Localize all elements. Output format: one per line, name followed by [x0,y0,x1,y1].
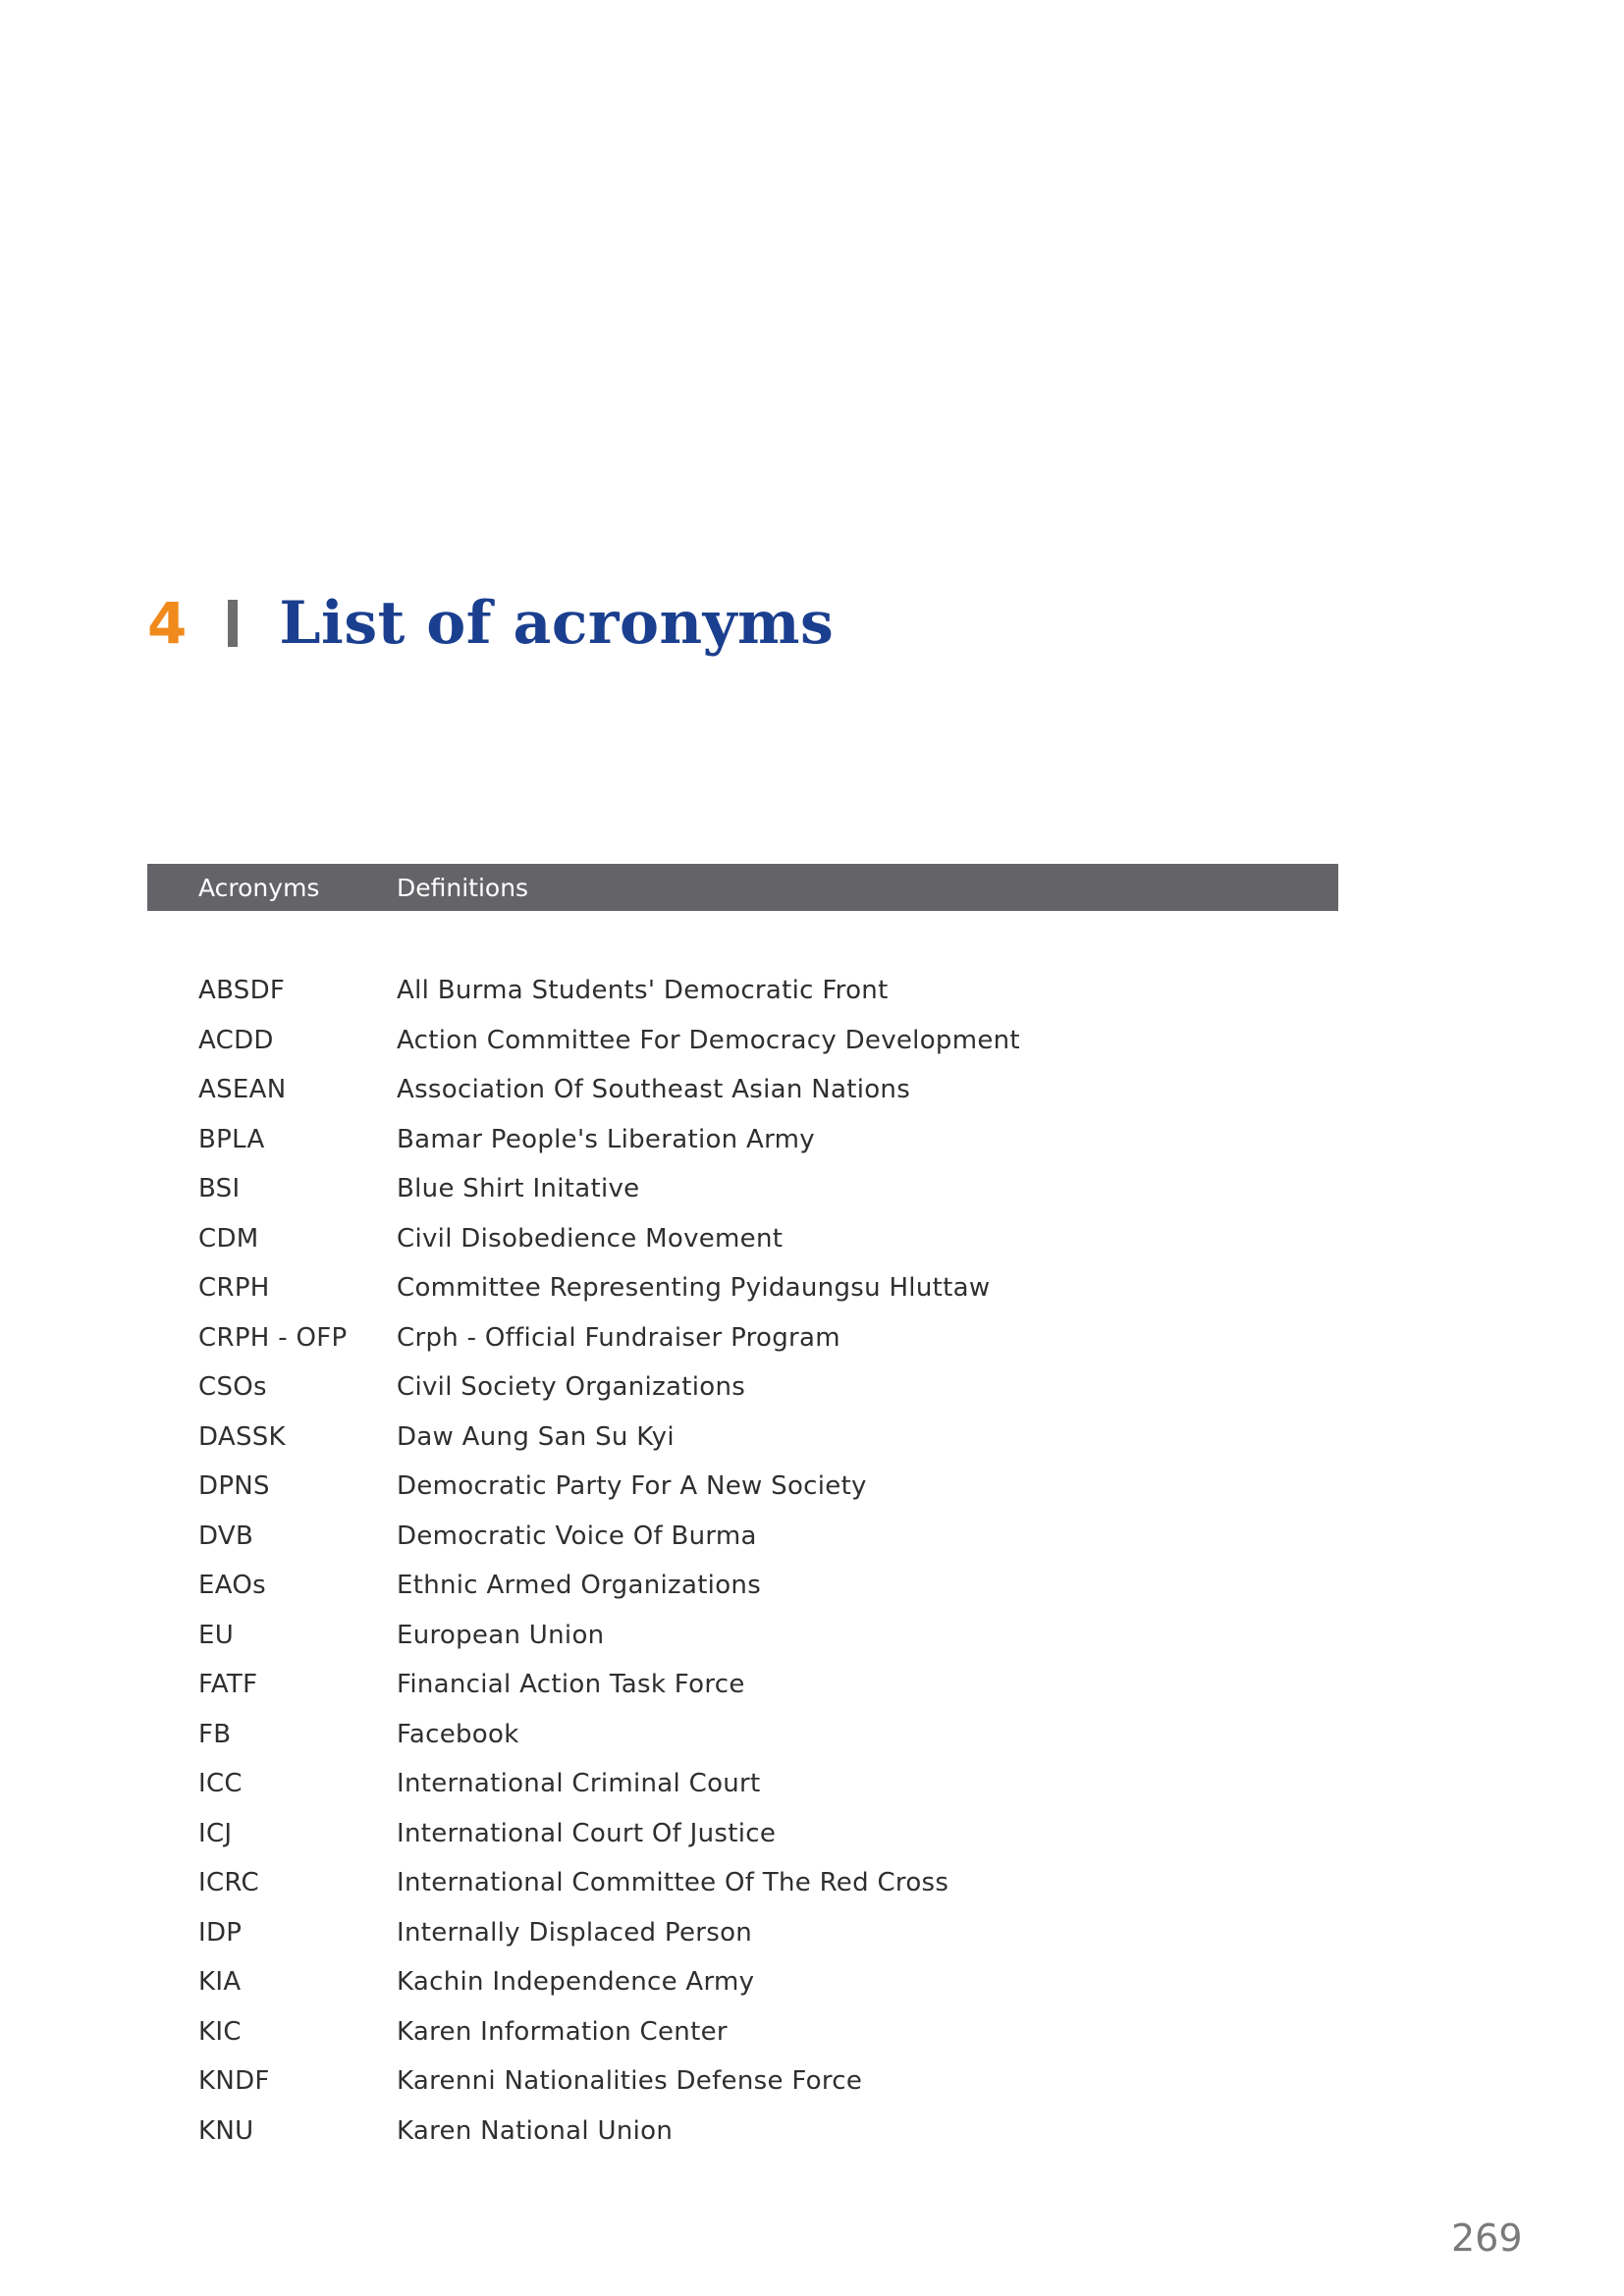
definition-cell: Crph - Official Fundraiser Program [397,1322,840,1353]
definition-cell: Karen National Union [397,2115,674,2146]
acronym-cell: ICC [198,1769,243,1799]
acronym-cell: KIA [198,1967,242,1998]
definition-cell: Daw Aung San Su Kyi [397,1421,675,1452]
definition-cell: International Court Of Justice [397,1818,777,1848]
definition-cell: All Burma Students' Democratic Front [397,976,889,1006]
table-row [147,1362,1338,1413]
acronym-cell: KIC [198,2016,242,2047]
definition-cell: Karen Information Center [397,2016,728,2047]
acronym-cell: EU [198,1620,235,1650]
definition-cell: Ethnic Armed Organizations [397,1571,762,1601]
acronym-cell: ICRC [198,1868,259,1898]
table-row [147,2007,1338,2057]
table-row [147,1512,1338,1562]
definition-cell: Kachin Independence Army [397,1967,755,1998]
table-row [147,966,1338,1016]
header-definitions: Definitions [397,873,529,902]
definition-cell: Committee Representing Pyidaungsu Hluttaw [397,1273,991,1304]
acronym-cell: CSOs [198,1372,267,1403]
definition-cell: Democratic Party For A New Society [397,1471,867,1502]
chapter-title: List of acronyms [279,589,835,658]
definition-cell: European Union [397,1620,605,1650]
table-row [147,2107,1338,2157]
table-row [147,1809,1338,1859]
acronym-cell: CDM [198,1223,259,1254]
table-row [147,1016,1338,1066]
table-row [147,1908,1338,1958]
definition-cell: International Committee Of The Red Cross [397,1868,949,1898]
definition-cell: Blue Shirt Initative [397,1174,640,1204]
table-row [147,1858,1338,1908]
table-row [147,1710,1338,1760]
acronym-cell: FATF [198,1670,258,1700]
table-row [147,1263,1338,1313]
chapter-heading [147,579,834,667]
acronym-table [147,864,1338,2156]
page-number: 269 [1451,2216,1523,2260]
table-row [147,1611,1338,1661]
table-row [147,2056,1338,2107]
table-row [147,1759,1338,1809]
acronym-cell: CRPH - OFP [198,1322,348,1353]
table-row [147,1214,1338,1264]
acronym-cell: ACDD [198,1025,274,1055]
acronym-cell: CRPH [198,1273,270,1304]
definition-cell: Democratic Voice Of Burma [397,1521,757,1551]
acronym-cell: ICJ [198,1818,233,1848]
table-row [147,1660,1338,1710]
definition-cell: Financial Action Task Force [397,1670,745,1700]
chapter-number: 4 [147,590,188,657]
acronym-cell: BPLA [198,1124,265,1154]
acronym-cell: FB [198,1719,232,1749]
definition-cell: Civil Disobedience Movement [397,1223,784,1254]
definition-cell: Bamar People's Liberation Army [397,1124,815,1154]
definition-cell: Association Of Southeast Asian Nations [397,1075,911,1105]
table-header [147,864,1338,911]
acronym-cell: KNU [198,2115,254,2146]
acronym-cell: DVB [198,1521,254,1551]
header-acronyms: Acronyms [198,873,320,902]
definition-cell: Action Committee For Democracy Development [397,1025,1020,1055]
definition-cell: Facebook [397,1719,519,1749]
table-row [147,1413,1338,1463]
acronym-cell: ABSDF [198,976,286,1006]
table-row [147,1115,1338,1165]
table-row [147,1065,1338,1115]
definition-cell: International Criminal Court [397,1769,761,1799]
definition-cell: Karenni Nationalities Defense Force [397,2066,863,2097]
table-row [147,1462,1338,1512]
table-row [147,1561,1338,1611]
table-body [147,966,1338,2156]
acronym-cell: EAOs [198,1571,266,1601]
acronym-cell: IDP [198,1917,243,1948]
definition-cell: Internally Displaced Person [397,1917,753,1948]
chapter-separator-bar [228,600,238,647]
acronym-cell: BSI [198,1174,241,1204]
table-row [147,1957,1338,2007]
acronym-cell: ASEAN [198,1075,287,1105]
table-row [147,1164,1338,1214]
definition-cell: Civil Society Organizations [397,1372,746,1403]
acronym-cell: KNDF [198,2066,270,2097]
table-row [147,1313,1338,1363]
acronym-cell: DPNS [198,1471,270,1502]
acronym-cell: DASSK [198,1421,286,1452]
